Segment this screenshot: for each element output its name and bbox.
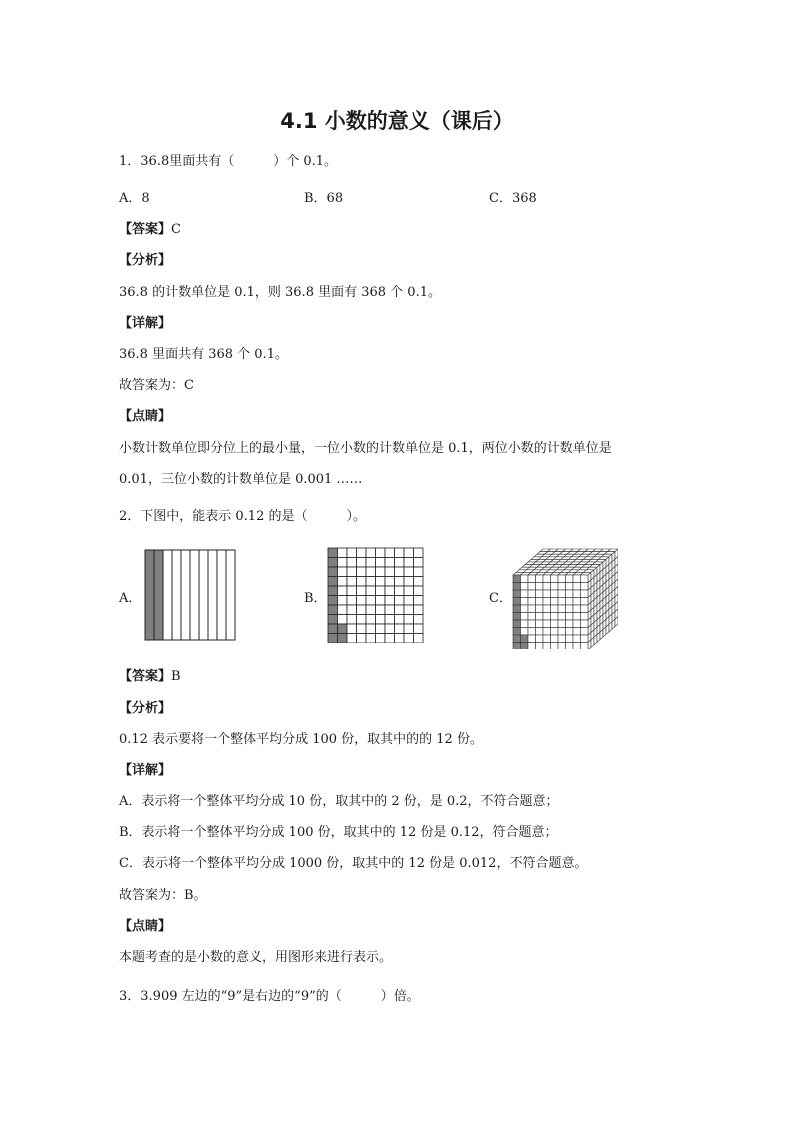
strip (172, 550, 181, 640)
strip (208, 550, 217, 640)
q2-stem: 2．下图中，能表示 0.12 的是（ ）。 (119, 509, 366, 524)
q2-detail-c: C．表示将一个整体平均分成 1000 份，取其中的 12 份是 0.012，不符合题意。 (119, 856, 588, 871)
q2-detail-label: 【详解】 (119, 763, 172, 778)
strip (226, 550, 235, 640)
strip (199, 550, 208, 640)
strip (163, 550, 172, 640)
q2-detail-b: B．表示将一个整体平均分成 100 份，取其中的 12 份是 0.12，符合题意； (119, 825, 558, 840)
q2-option-a-label: A． (119, 591, 142, 606)
q2-tip-text: 本题考查的是小数的意义，用图形来进行表示。 (119, 950, 393, 965)
q1-option-b: B．68 (304, 191, 344, 206)
q2-analysis-text: 0.12 表示要将一个整体平均分成 100 份，取其中的的 12 份。 (119, 732, 483, 747)
q1-conclusion: 故答案为：C (119, 378, 194, 393)
q2-answer-value: B (171, 669, 181, 684)
q3-stem: 3．3.909 左边的“9”是右边的“9”的（ ）倍。 (119, 989, 420, 1004)
q2-option-b-label: B． (304, 591, 327, 606)
strip (181, 550, 190, 640)
shaded-strip (154, 550, 163, 640)
q1-option-c: C．368 (489, 191, 537, 206)
q1-tip-text-1: 小数计数单位即分位上的最小量，一位小数的计数单位是 0.1，两位小数的计数单位是 (119, 441, 612, 456)
q1-analysis-text: 36.8 的计数单位是 0.1，则 36.8 里面有 368 个 0.1。 (119, 285, 441, 300)
figure-c-thousandths-cube (510, 541, 618, 649)
q1-analysis-label: 【分析】 (119, 253, 172, 268)
q2-answer-label: 【答案】 (119, 669, 172, 684)
page-title: 4.1 小数的意义（课后） (280, 109, 514, 133)
q1-tip-label: 【点睛】 (119, 409, 172, 424)
figure-a-tenths (144, 549, 236, 641)
strip (190, 550, 199, 640)
q2-analysis-label: 【分析】 (119, 701, 172, 716)
figure-b-hundredths (327, 547, 425, 643)
q2-answer (119, 665, 181, 684)
q2-detail-a: A．表示将一个整体平均分成 10 份，取其中的 2 份，是 0.2，不符合题意； (119, 794, 559, 809)
q1-detail-label: 【详解】 (119, 316, 172, 331)
q1-stem: 1．36.8里面共有（ ）个 0.1。 (119, 154, 338, 169)
q1-answer-value: C (171, 222, 181, 237)
q1-tip-text-2: 0.01，三位小数的计数单位是 0.001 …… (119, 472, 363, 487)
shaded-strip (145, 550, 154, 640)
q2-option-c-label: C． (489, 591, 512, 606)
q2-tip-label: 【点睛】 (119, 919, 172, 934)
q2-conclusion: 故答案为：B。 (119, 888, 207, 903)
strip (217, 550, 226, 640)
q1-answer (119, 218, 181, 237)
q1-detail-text: 36.8 里面共有 368 个 0.1。 (119, 347, 288, 362)
q1-option-a: A．8 (119, 191, 150, 206)
q1-answer-label: 【答案】 (119, 222, 172, 237)
